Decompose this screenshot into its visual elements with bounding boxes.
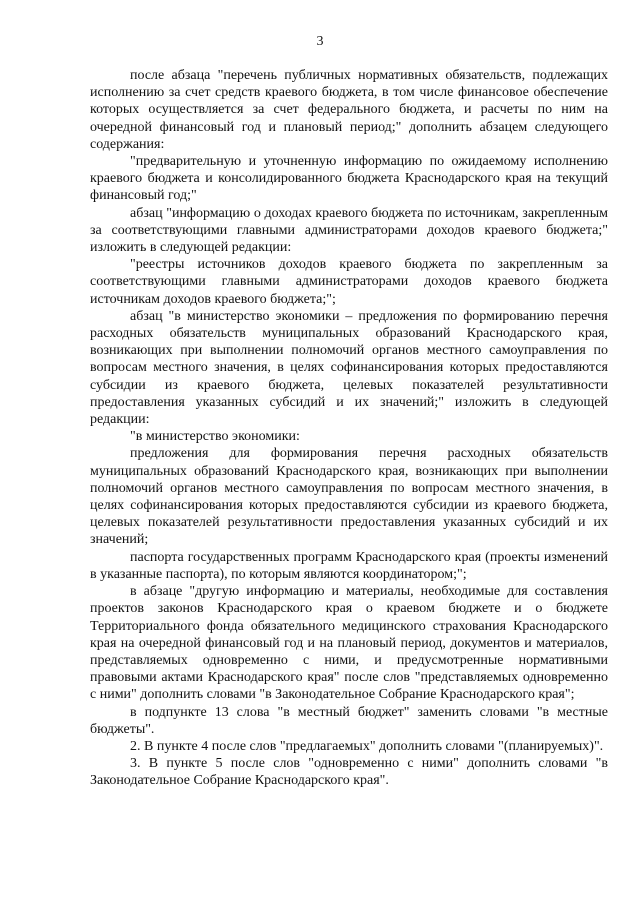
page-number: 3 — [316, 34, 324, 49]
paragraph-8: паспорта государственных программ Краснодарского края (проекты изменений в указанные паспорта), по которым являются координатором;"; — [90, 549, 608, 582]
paragraph-12: 3. В пункте 5 после слов "одновременно с ними" дополнить словами "в Законодательное Собрание Краснодарского края". — [90, 756, 608, 789]
document-body — [90, 67, 608, 790]
paragraph-10: в подпункте 13 слова "в местный бюджет" заменить словами "в местные бюджеты". — [90, 704, 608, 737]
paragraph-6: "в министерство экономики: — [130, 429, 300, 445]
paragraph-4: "реестры источников доходов краевого бюджета по закрепленным за соответствующими главными администраторами доходов краевого бюджета источникам доходов краевого бюджета;"; — [90, 257, 608, 307]
paragraph-3: абзац "информацию о доходах краевого бюджета по источникам, закрепленным за соответствующими главными администраторами доходов краевого бюджета;" изложить в следующей редакции: — [90, 205, 608, 256]
paragraph-5: абзац "в министерство экономики – предложения по формированию перечня расходных обязательств муниципальных образований Краснодарского края, возникающих при выполнении полномочий органов местного самоуправления по вопросам местного значения, в целях софинансирования которых предоставляются субсидии из краевого бюджета, целевых показателей результативности предоставления указанных субсидий и их значений;" изложить в следующей редакции: — [90, 308, 608, 428]
paragraph-2: "предварительную и уточненную информацию по ожидаемому исполнению краевого бюджета и консолидированного бюджета Краснодарского края на текущий финансовый год;" — [90, 154, 608, 204]
paragraph-1: после абзаца "перечень публичных нормативных обязательств, подлежащих исполнению за счет средств краевого бюджета, в том числе финансовое обеспечение которых осуществляется за счет федерального бюджета, и расчеты по ним на очередной финансовый год и плановый период;" дополнить абзацем следующего содержания: — [90, 68, 608, 152]
paragraph-7: предложения для формирования перечня расходных обязательств муниципальных образований Краснодарского края, возникающих при выполнении полномочий органов местного самоуправления по вопросам местного значения, в целях софинансирования которых предоставляются субсидии из краевого бюджета, целевых показателей результативности предоставления указанных субсидий и их значений; — [90, 446, 608, 548]
paragraph-9: в абзаце "другую информацию и материалы, необходимые для составления проектов законов Краснодарского края о краевом бюджете и о бюджете Территориального фонда обязательного медицинского страхования Краснодарского края на очередной финансовый год и на плановый период, документов и материалов, представляемых одновременно с ними, и предусмотренные нормативными правовыми актами Краснодарского края" после слов "представляемых одновременно с ними" дополнить словами "в Законодательное Собрание Краснодарского края"; — [90, 584, 608, 703]
paragraph-11: 2. В пункте 4 после слов "предлагаемых" дополнить словами "(планируемых)". — [130, 738, 604, 754]
